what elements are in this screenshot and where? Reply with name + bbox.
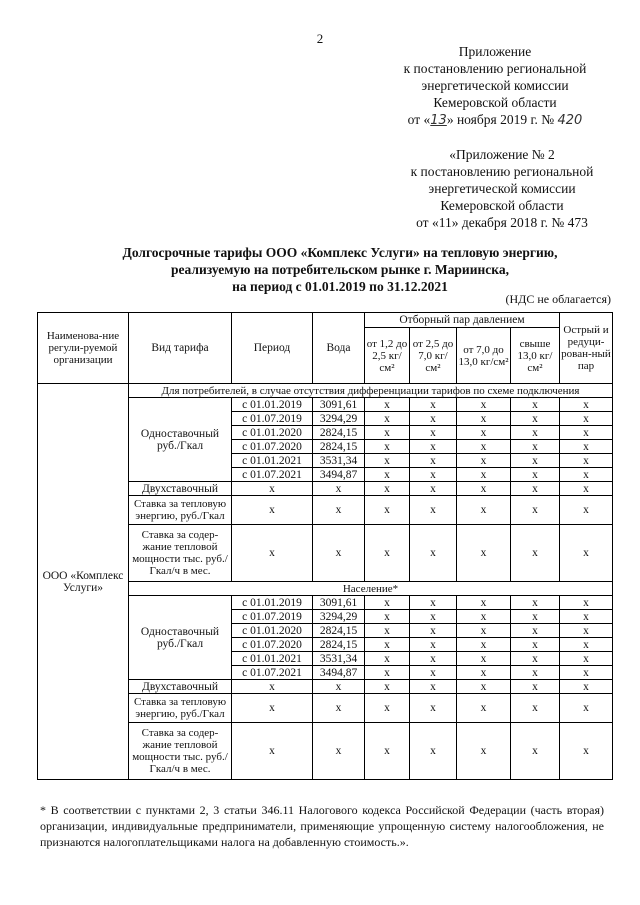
empty-mark: х — [511, 652, 560, 666]
empty-mark: х — [232, 496, 313, 525]
empty-mark: х — [365, 666, 410, 680]
empty-mark: х — [511, 638, 560, 652]
empty-mark: х — [511, 440, 560, 454]
empty-mark: х — [410, 624, 457, 638]
empty-mark: х — [365, 468, 410, 482]
water-cell: 3294,29 — [313, 610, 365, 624]
appendix-line: к постановлению региональной — [403, 61, 587, 76]
empty-mark: х — [560, 496, 613, 525]
appendix-line: от «11» декабря 2018 г. № 473 — [416, 215, 588, 230]
empty-mark: х — [365, 624, 410, 638]
table-body — [38, 384, 613, 780]
empty-mark: х — [511, 680, 560, 694]
empty-mark: х — [457, 412, 511, 426]
empty-mark: х — [365, 482, 410, 496]
empty-mark: х — [560, 666, 613, 680]
period-cell: с 01.01.2020 — [232, 624, 313, 638]
empty-mark: х — [365, 610, 410, 624]
heat-rate-label: Ставка за тепловую энергию, руб./Гкал — [129, 496, 232, 525]
appendix-line: Кемеровской области — [433, 95, 557, 110]
empty-mark: х — [365, 440, 410, 454]
heat-rate-label: Ставка за тепловую энергию, руб./Гкал — [129, 694, 232, 723]
date-prefix: от « — [407, 112, 431, 127]
empty-mark: х — [560, 610, 613, 624]
empty-mark: х — [410, 398, 457, 412]
period-cell: с 01.01.2020 — [232, 426, 313, 440]
water-cell: 3294,29 — [313, 412, 365, 426]
header-steam-col: от 7,0 до 13,0 кг/см² — [457, 328, 511, 384]
empty-mark: х — [560, 440, 613, 454]
title-line: реализуемую на потребительском рынке г. Мариинска, — [171, 262, 509, 277]
empty-mark: х — [511, 454, 560, 468]
empty-mark: х — [232, 680, 313, 694]
water-cell: 3091,61 — [313, 596, 365, 610]
empty-mark: х — [457, 694, 511, 723]
single-rate-label: Одноставочный руб./Гкал — [129, 596, 232, 680]
empty-mark: х — [560, 680, 613, 694]
empty-mark: х — [457, 468, 511, 482]
period-cell: с 01.01.2019 — [232, 596, 313, 610]
footnote: * В соответствии с пунктами 2, 3 статьи 346.11 Налогового кодекса Российской Федерации (часть вторая) организации, индивидуальные предприниматели, применяющие упрощенную систему налогообложения, не признаются налогоплательщиками налога на добавленную стоимость.». — [40, 803, 604, 849]
period-cell: с 01.07.2019 — [232, 412, 313, 426]
appendix-line: энергетической комиссии — [428, 181, 576, 196]
water-cell: 3531,34 — [313, 652, 365, 666]
header-period: Период — [232, 313, 313, 384]
water-cell: 3494,87 — [313, 468, 365, 482]
header-live-steam: Острый и редуци-рован-ный пар — [560, 313, 613, 384]
empty-mark: х — [511, 624, 560, 638]
empty-mark: х — [365, 638, 410, 652]
empty-mark: х — [457, 666, 511, 680]
two-rate-label: Двухставочный — [129, 680, 232, 694]
empty-mark: х — [560, 624, 613, 638]
empty-mark: х — [560, 694, 613, 723]
period-cell: с 01.07.2021 — [232, 666, 313, 680]
capacity-rate-label: Ставка за содер-жание тепловой мощности тыс. руб./Гкал/ч в мес. — [129, 525, 232, 582]
empty-mark: х — [365, 680, 410, 694]
empty-mark: х — [410, 610, 457, 624]
empty-mark: х — [410, 680, 457, 694]
empty-mark: х — [457, 426, 511, 440]
water-cell: 2824,15 — [313, 440, 365, 454]
tariff-table — [37, 312, 613, 780]
empty-mark: х — [232, 482, 313, 496]
water-cell: 2824,15 — [313, 638, 365, 652]
empty-mark: х — [457, 440, 511, 454]
empty-mark: х — [560, 398, 613, 412]
empty-mark: х — [511, 426, 560, 440]
empty-mark: х — [313, 525, 365, 582]
empty-mark: х — [313, 694, 365, 723]
period-cell: с 01.01.2021 — [232, 454, 313, 468]
empty-mark: х — [365, 525, 410, 582]
header-steam-col: свыше 13,0 кг/см² — [511, 328, 560, 384]
empty-mark: х — [313, 680, 365, 694]
empty-mark: х — [313, 496, 365, 525]
empty-mark: х — [410, 440, 457, 454]
empty-mark: х — [365, 596, 410, 610]
empty-mark: х — [410, 596, 457, 610]
empty-mark: х — [232, 694, 313, 723]
appendix-new — [375, 43, 615, 129]
empty-mark: х — [410, 412, 457, 426]
empty-mark: х — [365, 723, 410, 780]
empty-mark: х — [511, 482, 560, 496]
period-cell: с 01.07.2020 — [232, 638, 313, 652]
section-row — [38, 384, 613, 398]
water-cell: 3531,34 — [313, 454, 365, 468]
empty-mark: х — [511, 412, 560, 426]
section-title: Для потребителей, в случае отсутствия дифференциации тарифов по схеме подключения — [129, 384, 613, 398]
empty-mark: х — [313, 723, 365, 780]
empty-mark: х — [365, 426, 410, 440]
water-cell: 2824,15 — [313, 426, 365, 440]
header-org: Наименова-ние регули-руемой организации — [38, 313, 129, 384]
header-steam-group: Отборный пар давлением — [365, 313, 560, 328]
title-line: на период с 01.01.2019 по 31.12.2021 — [232, 279, 448, 294]
empty-mark: х — [313, 482, 365, 496]
empty-mark: х — [560, 482, 613, 496]
empty-mark: х — [365, 496, 410, 525]
document-title — [40, 244, 640, 295]
capacity-rate-label: Ставка за содер-жание тепловой мощности тыс. руб./Гкал/ч в мес. — [129, 723, 232, 780]
empty-mark: х — [365, 694, 410, 723]
empty-mark: х — [511, 596, 560, 610]
empty-mark: х — [457, 652, 511, 666]
empty-mark: х — [365, 454, 410, 468]
empty-mark: х — [365, 652, 410, 666]
empty-mark: х — [511, 468, 560, 482]
date-day-handwritten: 13 — [430, 113, 447, 128]
empty-mark: х — [410, 666, 457, 680]
empty-mark: х — [560, 468, 613, 482]
period-cell: с 01.01.2019 — [232, 398, 313, 412]
empty-mark: х — [560, 412, 613, 426]
empty-mark: х — [457, 398, 511, 412]
empty-mark: х — [410, 525, 457, 582]
empty-mark: х — [457, 638, 511, 652]
empty-mark: х — [457, 482, 511, 496]
header-steam-col: от 2,5 до 7,0 кг/см² — [410, 328, 457, 384]
empty-mark: х — [511, 525, 560, 582]
org-name: ООО «Комплекс Услуги» — [38, 384, 129, 780]
period-cell: с 01.07.2019 — [232, 610, 313, 624]
period-cell: с 01.07.2020 — [232, 440, 313, 454]
empty-mark: х — [511, 666, 560, 680]
empty-mark: х — [560, 652, 613, 666]
empty-mark: х — [365, 412, 410, 426]
empty-mark: х — [560, 525, 613, 582]
two-rate-label: Двухставочный — [129, 482, 232, 496]
empty-mark: х — [511, 610, 560, 624]
single-rate-label: Одноставочный руб./Гкал — [129, 398, 232, 482]
empty-mark: х — [457, 723, 511, 780]
date-mid: » ноября 2019 г. № — [446, 112, 555, 127]
empty-mark: х — [511, 496, 560, 525]
empty-mark: х — [457, 624, 511, 638]
empty-mark: х — [410, 694, 457, 723]
empty-mark: х — [457, 610, 511, 624]
water-cell: 3494,87 — [313, 666, 365, 680]
empty-mark: х — [560, 596, 613, 610]
empty-mark: х — [410, 454, 457, 468]
section-title: Население* — [129, 582, 613, 596]
water-cell: 2824,15 — [313, 624, 365, 638]
empty-mark: х — [457, 525, 511, 582]
title-line: Долгосрочные тарифы ООО «Комплекс Услуги» на тепловую энергию, — [122, 245, 558, 260]
empty-mark: х — [560, 426, 613, 440]
water-cell: 3091,61 — [313, 398, 365, 412]
empty-mark: х — [457, 680, 511, 694]
appendix-line: «Приложение № 2 — [449, 147, 555, 162]
empty-mark: х — [232, 723, 313, 780]
empty-mark: х — [410, 482, 457, 496]
header-steam-col: от 1,2 до 2,5 кг/см² — [365, 328, 410, 384]
empty-mark: х — [457, 454, 511, 468]
empty-mark: х — [560, 454, 613, 468]
empty-mark: х — [410, 496, 457, 525]
doc-number-handwritten: 420 — [557, 113, 583, 128]
period-cell: с 01.01.2021 — [232, 652, 313, 666]
appendix-line: Приложение — [458, 44, 532, 59]
empty-mark: х — [560, 723, 613, 780]
empty-mark: х — [410, 638, 457, 652]
empty-mark: х — [511, 723, 560, 780]
empty-mark: х — [511, 694, 560, 723]
empty-mark: х — [410, 652, 457, 666]
appendix-date — [375, 111, 615, 129]
empty-mark: х — [410, 723, 457, 780]
appendix-line: Кемеровской области — [440, 198, 564, 213]
empty-mark: х — [232, 525, 313, 582]
page-number: 2 — [316, 31, 324, 46]
empty-mark: х — [511, 398, 560, 412]
empty-mark: х — [365, 398, 410, 412]
empty-mark: х — [457, 496, 511, 525]
vat-note: (НДС не облагается) — [505, 292, 611, 306]
empty-mark: х — [560, 638, 613, 652]
appendix-line: энергетической комиссии — [421, 78, 569, 93]
empty-mark: х — [410, 468, 457, 482]
header-water: Вода — [313, 313, 365, 384]
period-cell: с 01.07.2021 — [232, 468, 313, 482]
appendix-line: к постановлению региональной — [410, 164, 594, 179]
empty-mark: х — [410, 426, 457, 440]
empty-mark: х — [457, 596, 511, 610]
header-tariff-type: Вид тарифа — [129, 313, 232, 384]
appendix-old — [392, 146, 612, 231]
